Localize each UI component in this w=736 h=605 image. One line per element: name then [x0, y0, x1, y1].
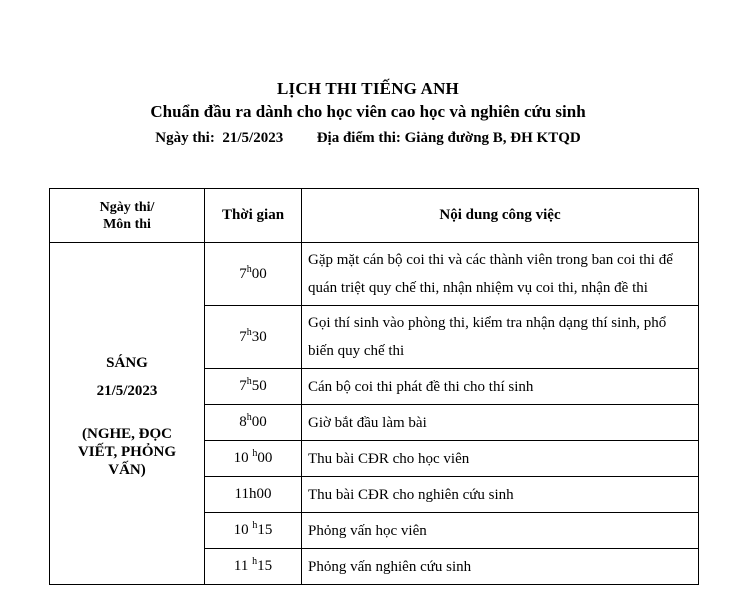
exam-date-label: Ngày thi:: [155, 130, 215, 146]
page-subtitle: Chuẩn đầu ra dành cho học viên cao học và nghiên cứu sinh: [150, 102, 586, 121]
task-cell: Phỏng vấn nghiên cứu sinh: [302, 549, 699, 585]
time-cell: 8$^h$00: [205, 405, 302, 441]
header-time: Thời gian: [205, 189, 302, 243]
exam-location-value: Giảng đường B, ĐH KTQD: [404, 130, 581, 146]
time-cell: 7$^h$50: [205, 369, 302, 405]
task-cell: Gặp mặt cán bộ coi thi và các thành viên trong ban coi thi để quán triệt quy chế thi, nhận nhiệm vụ coi thi, nhận đề thi: [302, 243, 699, 306]
time-cell: 11 $^h$15: [205, 549, 302, 585]
exam-date-value: 21/5/2023: [222, 130, 284, 146]
table-header-row: [50, 189, 699, 243]
session-cell: [50, 243, 205, 585]
task-cell: Cán bộ coi thi phát đề thi cho thí sinh: [302, 369, 699, 405]
exam-location-label: Địa điểm thi:: [316, 130, 401, 146]
time-cell: 10 $^h$00: [205, 441, 302, 477]
time-cell: 7$^h$00: [205, 243, 302, 306]
table-row: [50, 243, 699, 306]
document-header: [0, 78, 736, 150]
task-cell: Gọi thí sinh vào phòng thi, kiểm tra nhận dạng thí sinh, phổ biến quy chế thi: [302, 306, 699, 369]
task-cell: Phỏng vấn học viên: [302, 513, 699, 549]
page-title: LỊCH THI TIẾNG ANH: [276, 79, 459, 98]
time-cell: 7$^h$30: [205, 306, 302, 369]
session-mode-line3: VẤN): [108, 461, 146, 478]
time-cell: 11h00: [205, 477, 302, 513]
session-mode-line1: (NGHE, ĐỌC: [82, 425, 172, 442]
header-date-subject: Ngày thi/ Môn thi: [50, 189, 205, 243]
task-cell: Thu bài CĐR cho học viên: [302, 441, 699, 477]
task-cell: Giờ bắt đầu làm bài: [302, 405, 699, 441]
session-date: 21/5/2023: [96, 382, 158, 399]
task-cell: Thu bài CĐR cho nghiên cứu sinh: [302, 477, 699, 513]
session-name: SÁNG: [106, 354, 148, 371]
schedule-table: [49, 188, 699, 585]
exam-info-line: [0, 126, 736, 150]
session-mode-line2: VIẾT, PHỎNG: [77, 443, 177, 460]
time-cell: 10 $^h$15: [205, 513, 302, 549]
header-task: Nội dung công việc: [302, 189, 699, 243]
